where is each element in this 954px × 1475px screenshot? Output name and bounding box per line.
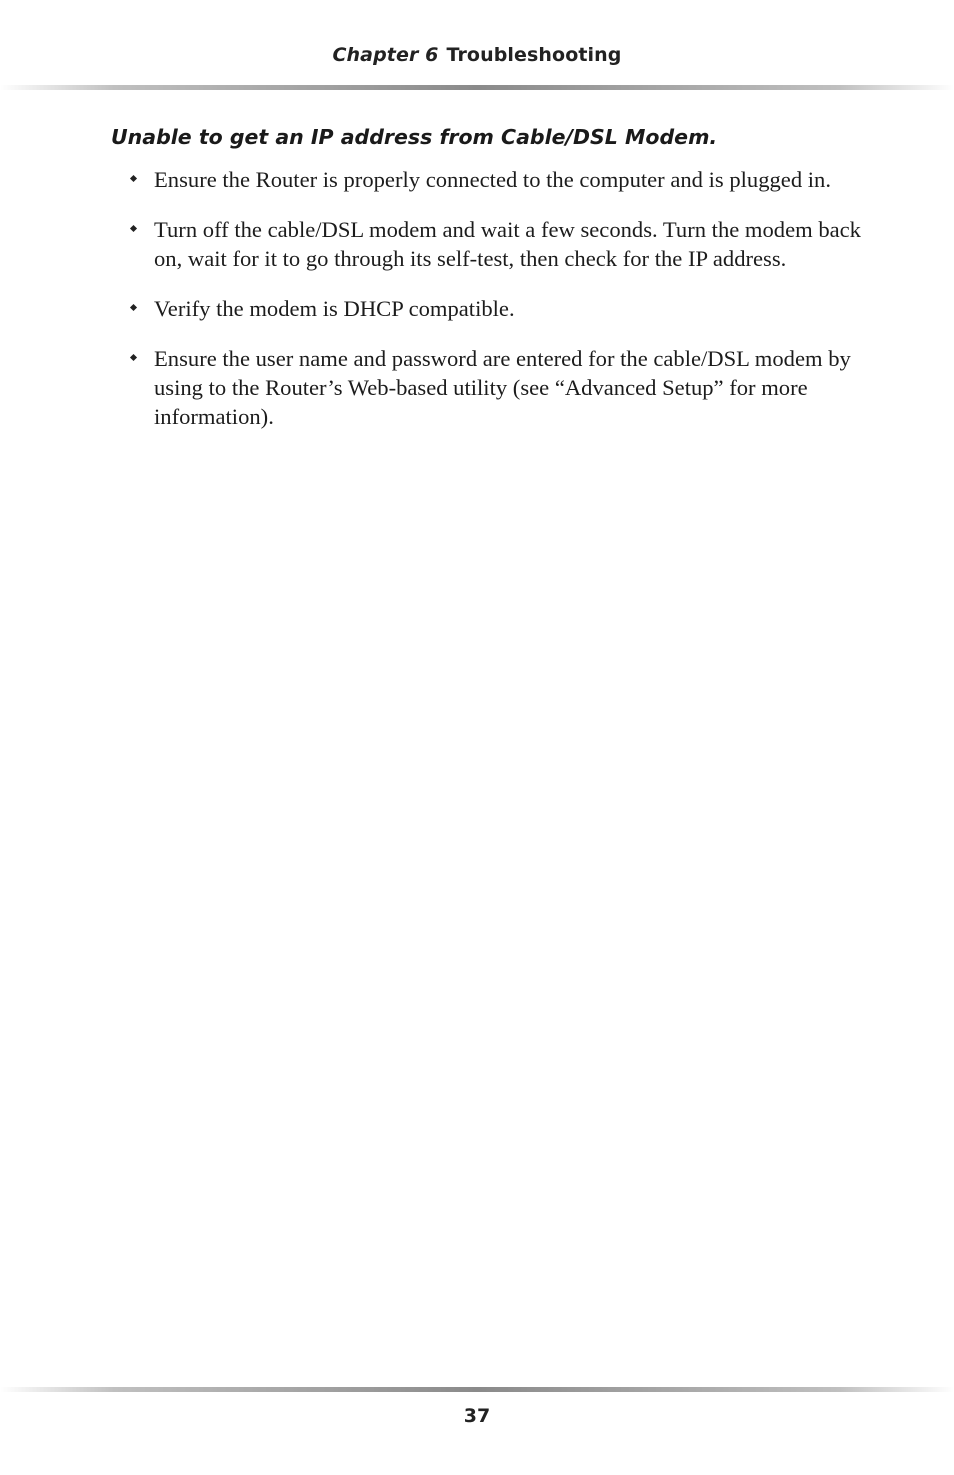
diamond-bullet-icon <box>130 175 137 182</box>
diamond-bullet-icon <box>130 354 137 361</box>
list-item-text: Verify the modem is DHCP compatible. <box>154 296 515 321</box>
header-rule <box>0 85 954 90</box>
diamond-bullet-icon <box>130 304 137 311</box>
footer-rule <box>0 1387 954 1392</box>
list-item <box>0 215 874 273</box>
list-item <box>0 344 874 431</box>
list-item <box>0 165 874 194</box>
list-item-text: Turn off the cable/DSL modem and wait a few seconds. Turn the modem back on, wait for it to go through its self-test, then check for the IP address. <box>154 217 861 271</box>
section-heading: Unable to get an IP address from Cable/DSL Modem. <box>111 125 718 149</box>
chapter-title: Troubleshooting <box>446 44 622 66</box>
list-item-text: Ensure the user name and password are entered for the cable/DSL modem by using to the Router’s Web-based utility (see “Advanced Setup” for more information). <box>154 346 851 429</box>
list-item-text: Ensure the Router is properly connected to the computer and is plugged in. <box>154 167 832 192</box>
troubleshooting-list <box>0 165 954 452</box>
diamond-bullet-icon <box>130 225 137 232</box>
running-header <box>0 44 954 66</box>
list-item <box>0 294 874 323</box>
page-number: 37 <box>463 1405 491 1427</box>
chapter-label: Chapter 6 <box>332 44 439 66</box>
